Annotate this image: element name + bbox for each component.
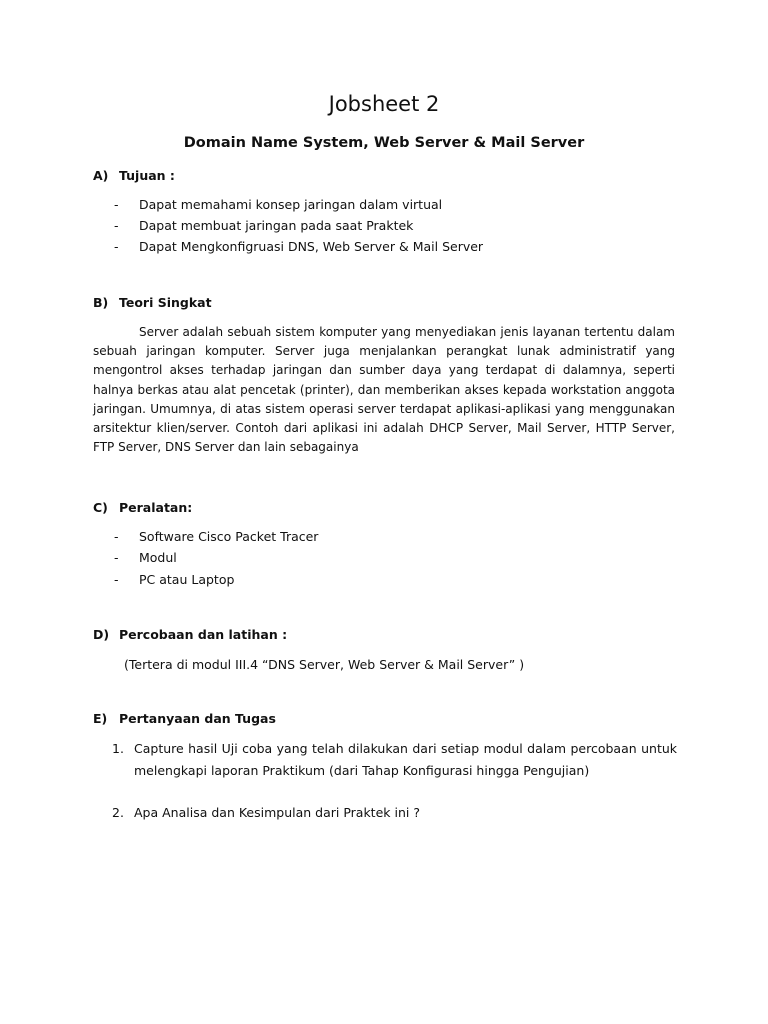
section-d-letter: D) xyxy=(93,627,110,642)
list-item-text: Dapat membuat jaringan pada saat Praktek xyxy=(139,218,414,233)
bullet-dash: - xyxy=(114,239,119,254)
section-e-letter: E) xyxy=(93,711,108,726)
list-item xyxy=(114,572,234,587)
bullet-dash: - xyxy=(114,218,119,233)
question-text: Apa Analisa dan Kesimpulan dari Praktek ini ? xyxy=(134,805,420,820)
list-item-text: Dapat Mengkonfigruasi DNS, Web Server & Mail Server xyxy=(139,239,484,254)
list-item-text: Software Cisco Packet Tracer xyxy=(139,529,319,544)
list-item xyxy=(114,529,318,544)
section-e-title: Pertanyaan dan Tugas xyxy=(119,711,276,726)
module-note: (Tertera di modul III.4 “DNS Server, Web Server & Mail Server” ) xyxy=(124,657,525,672)
page-subtitle: Domain Name System, Web Server & Mail Server xyxy=(183,135,585,151)
list-item xyxy=(114,197,442,212)
theory-paragraph: Server adalah sebuah sistem komputer yang menyediakan jenis layanan tertentu dalam sebuah jaringan komputer. Server juga menjalankan perangkat lunak administratif yang mengontrol akses terhadap jaringan dan sumber daya yang terdapat di dalamnya, seperti halnya berkas atau alat pencetak (printer), dan memberikan akses kepada workstation anggota jaringan. Umumnya, di atas sistem operasi server terdapat aplikasi-aplikasi yang menggunakan arsitektur klien/server. Contoh dari aplikasi ini adalah DHCP Server, Mail Server, HTTP Server, FTP Server, DNS Server dan lain sebagainya xyxy=(93,325,675,455)
section-d-heading xyxy=(93,627,287,642)
section-c-title: Peralatan: xyxy=(119,500,193,515)
section-d-title: Percobaan dan latihan : xyxy=(119,627,288,642)
section-c-heading xyxy=(93,500,192,515)
list-item xyxy=(114,239,483,254)
section-e-heading xyxy=(93,711,276,726)
bullet-dash: - xyxy=(114,197,119,212)
section-c-letter: C) xyxy=(93,500,108,515)
section-b-letter: B) xyxy=(93,295,109,310)
list-item-text: Dapat memahami konsep jaringan dalam virtual xyxy=(139,197,443,212)
bullet-dash: - xyxy=(114,529,119,544)
bullet-dash: - xyxy=(114,550,119,565)
list-item-text: PC atau Laptop xyxy=(139,572,235,587)
page-title: Jobsheet 2 xyxy=(328,92,440,116)
list-item xyxy=(114,218,413,233)
section-b-title: Teori Singkat xyxy=(119,295,212,310)
question-text: Capture hasil Uji coba yang telah dilakukan dari setiap modul dalam percobaan untuk melengkapi laporan Praktikum (dari Tahap Konfigurasi hingga Pengujian) xyxy=(134,741,677,778)
question-item xyxy=(112,802,677,824)
bullet-dash: - xyxy=(114,572,119,587)
section-a-letter: A) xyxy=(93,168,109,183)
list-item-text: Modul xyxy=(139,550,177,565)
section-a-title: Tujuan : xyxy=(119,168,175,183)
section-b-heading xyxy=(93,295,212,310)
question-number: 2. xyxy=(112,805,124,820)
list-item xyxy=(114,550,177,565)
question-item xyxy=(112,738,677,782)
section-a-heading xyxy=(93,168,175,183)
question-number: 1. xyxy=(112,741,124,756)
